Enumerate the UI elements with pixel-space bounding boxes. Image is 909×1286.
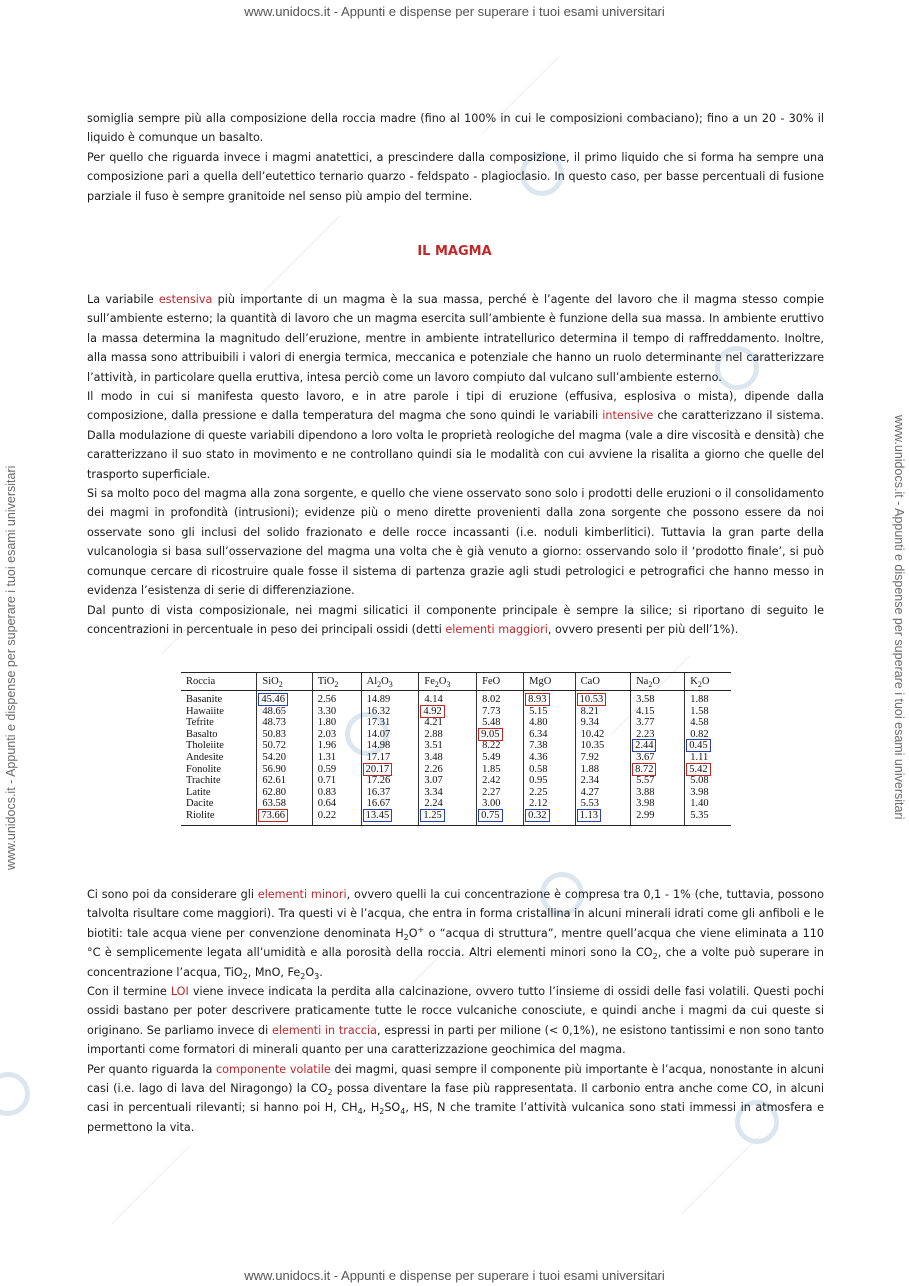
rock-name-cell: Dacite (186, 798, 214, 810)
value-cell: 0.64 (312, 798, 361, 810)
value-cell: 3.98 (685, 787, 731, 799)
term-highlight: elementi maggiori (445, 622, 548, 636)
value-cell: 7.92 (575, 752, 630, 764)
term-highlight: elementi in traccia (271, 1023, 377, 1037)
column-header: SiO$_2$ (257, 673, 312, 691)
value-cell: 1.31 (312, 752, 361, 764)
column-header: TiO$_2$ (312, 673, 361, 691)
column-header: $Na_2O$ (631, 673, 685, 691)
value-cell: 3.48 (419, 752, 477, 764)
column-header: FeO (477, 673, 524, 691)
value-cell: 8.02 (477, 691, 524, 706)
value-cell: 4.15 (631, 706, 685, 718)
value-cell: 2.88 (419, 729, 477, 741)
body-paragraph: Dal punto di vista composizionale, nei magmi silicatici il componente principale è sempre la silice; si riportano di seguito le concentrazioni in percentuale in peso dei principali ossidi (detti elementi maggiori, ovvero presenti per più dell’1%). (87, 603, 824, 636)
table-row (181, 729, 731, 741)
value-cell: 0.22 (312, 810, 361, 825)
body-paragraph: Con il termine LOI viene invece indicata la perdita alla calcinazione, ovvero tutto l’insieme di ossidi delle fasi volatili. Questi pochi ossidi bastano per poter descrivere praticamente tutte le rocce vulcaniche conosciute, e quindi anche i magmi da cui queste si originano. Se parliamo invece di elementi in traccia, espressi in parti per milione (< 0,1%), ne esistono tantissimi e non sono tanto importanti come formatori di minerali quanto per una caratterizzazione geochimica del magma. (87, 985, 824, 1057)
value-cell: 4.14 (419, 691, 477, 706)
max-value-box: 20.17 (365, 763, 390, 775)
max-value-box: 4.92 (423, 705, 442, 717)
value-cell: 2.42 (477, 775, 524, 787)
value-cell: 3.77 (631, 717, 685, 729)
value-cell: 4.80 (524, 717, 575, 729)
rock-name-cell: Trachite (186, 775, 221, 787)
value-cell: 0.59 (312, 764, 361, 776)
body-paragraph: Ci sono poi da considerare gli elementi minori, ovvero quelli la cui concentrazione è compresa tra 0,1 - 1% (che, tuttavia, possono talvolta risultare come maggiori). Tra questi vi è l’acqua, che entra in forma cristallina in alcuni minerali idrati come gli anfiboli e le biotiti: tale acqua viene per convenzione denominata $H_2O^+$ o “acqua di struttura”, mentre quell’acqua che viene eliminata a 110 °C è semplicemente legata all’umidità e alla porosità della roccia. Altri elementi minori sono la $CO_2$, che a volte può superare in concentrazione l’acqua, TiO$_2$, MnO, $Fe_2O_3$. (87, 888, 824, 981)
min-value-box: 13.45 (365, 809, 390, 821)
rock-name-cell: Basalto (186, 728, 218, 740)
value-cell: 17.26 (361, 775, 419, 787)
value-cell: 5.57 (631, 775, 685, 787)
body-paragraph: La variabile estensiva più importante di un magma è la sua massa, perché è l’agente del lavoro che il magma stesso compie sull’ambiente esterno; la quantità di lavoro che un magma esercita sull’ambiente è funzione della sua massa. In ambiente eruttivo la massa determina la magnitudo dell’eruzione, mentre in ambiente intratellurico determina il tempo di raffreddamento. Inoltre, alla massa sono attribuibili i valori di energia termica, meccanica e potenziale che hanno un ruolo determinante nel caratterizzare l’attività, in particolare quella eruttiva, intesa perciò come un lavoro compiuto dal vulcano sull’ambiente esterno. (87, 293, 824, 384)
value-cell: 14.89 (361, 691, 419, 706)
table-row (181, 717, 731, 729)
value-cell: 4.27 (575, 787, 630, 799)
value-cell: 8.22 (477, 740, 524, 752)
value-cell: 62.61 (257, 775, 312, 787)
value-cell: 1.88 (575, 764, 630, 776)
value-cell: 8.21 (575, 706, 630, 718)
min-value-box: 0.45 (689, 740, 708, 752)
max-value-box: 8.93 (528, 694, 547, 705)
value-cell: 1.40 (685, 798, 731, 810)
watermark-line (681, 1136, 759, 1214)
value-cell (631, 740, 685, 752)
value-cell (631, 764, 685, 776)
column-header: $K_2O$ (685, 673, 731, 691)
body-paragraph: Si sa molto poco del magma alla zona sorgente, e quello che viene osservato sono solo i prodotti delle eruzioni o il consolidamento dei magmi in profondità (intrusioni); evidenze più o meno dirette provenienti dalla zona sorgente che possono essere da noi osservate sono gli inclusi del solido frazionato e delle rocce incassanti (i.e. noduli kimberlitici). Tuttavia la gran parte della vulcanologia si basa sull’osservazione del magma una volta che è già venuto a giorno: osservando solo il ‘prodotto finale’, si può comunque cercare di ricostruire quale fosse il sistema di partenza grazie agli studi petrologici e petrografici che hanno messo in evidenza l’esistenza di serie di differenziazione. (87, 487, 824, 598)
value-cell (477, 810, 524, 825)
column-header: MgO (524, 673, 575, 691)
intro-paragraph: Per quello che riguarda invece i magmi anatettici, a prescindere dalla composizione, il primo liquido che si forma ha sempre una composizione pari a quella dell’eutettico ternario quarzo - feldspato - plagioclasio. In questo caso, per basse percentuali di fusione parziale il fuso è sempre granitoide nel senso più ampio del termine. (87, 150, 824, 203)
rock-name-cell: Hawaiite (186, 705, 224, 717)
value-cell: 7.38 (524, 740, 575, 752)
value-cell (419, 706, 477, 718)
value-cell: 3.00 (477, 798, 524, 810)
table-row (181, 810, 731, 825)
column-header: Roccia (181, 673, 257, 691)
side-watermark-left: www.unidocs.it - Appunti e dispense per superare i tuoi esami universitari (4, 465, 18, 870)
value-cell: 48.65 (257, 706, 312, 718)
value-cell: 50.72 (257, 740, 312, 752)
value-cell: 5.53 (575, 798, 630, 810)
rock-name-cell: Riolite (181, 810, 257, 825)
value-cell: 7.73 (477, 706, 524, 718)
oxide-table (181, 672, 731, 826)
value-cell: 10.35 (575, 740, 630, 752)
value-cell: 3.58 (631, 691, 685, 706)
value-cell: 9.34 (575, 717, 630, 729)
value-cell: 5.49 (477, 752, 524, 764)
value-cell (685, 740, 731, 752)
value-cell (685, 764, 731, 776)
value-cell: 16.67 (361, 798, 419, 810)
value-cell: 48.73 (257, 717, 312, 729)
table-row (181, 775, 731, 787)
table-row (181, 740, 731, 752)
table-row (181, 764, 731, 776)
value-cell: 2.23 (631, 729, 685, 741)
table-row (181, 752, 731, 764)
min-value-box: 0.32 (528, 809, 547, 821)
value-cell: 3.51 (419, 740, 477, 752)
min-value-box: 0.75 (481, 809, 500, 821)
value-cell: 17.31 (361, 717, 419, 729)
value-cell: 2.12 (524, 798, 575, 810)
rock-name-cell: Andesite (186, 751, 224, 763)
term-highlight: LOI (170, 985, 189, 999)
value-cell: 0.71 (312, 775, 361, 787)
table-row (181, 706, 731, 718)
value-cell: 2.56 (312, 691, 361, 706)
value-cell: 4.21 (419, 717, 477, 729)
max-value-box: 73.66 (261, 809, 285, 821)
column-header: $Fe_2O_3$ (419, 673, 477, 691)
max-value-box: 9.05 (481, 728, 500, 740)
value-cell (361, 810, 419, 825)
value-cell: 0.82 (685, 729, 731, 741)
value-cell: 2.03 (312, 729, 361, 741)
max-value-box: 10.53 (579, 694, 604, 705)
value-cell: 17.17 (361, 752, 419, 764)
value-cell (257, 691, 312, 706)
term-highlight: elementi minori (257, 888, 347, 901)
value-cell: 16.37 (361, 787, 419, 799)
side-watermark-right: www.unidocs.it - Appunti e dispense per superare i tuoi esami universitari (892, 415, 906, 820)
column-header: CaO (575, 673, 630, 691)
value-cell (257, 810, 312, 825)
value-cell: 1.58 (685, 706, 731, 718)
value-cell: 0.95 (524, 775, 575, 787)
min-value-box: 45.46 (261, 694, 285, 705)
value-cell: 14.98 (361, 740, 419, 752)
value-cell: 2.26 (419, 764, 477, 776)
rock-name-cell: Basanite (186, 694, 223, 705)
term-highlight: estensiva (158, 293, 213, 306)
value-cell (575, 810, 630, 825)
value-cell: 2.99 (631, 810, 685, 825)
table-row (181, 798, 731, 810)
rock-name-cell: Latite (186, 786, 211, 798)
value-cell: 0.83 (312, 787, 361, 799)
value-cell: 4.58 (685, 717, 731, 729)
shield-logo-icon (0, 1072, 30, 1116)
max-value-box: 5.42 (689, 763, 708, 775)
column-header: $Al_2O_3$ (361, 673, 419, 691)
term-highlight: componente volatile (216, 1062, 331, 1076)
intro-section (87, 109, 824, 206)
value-cell: 10.42 (575, 729, 630, 741)
value-cell (361, 764, 419, 776)
table-row (181, 691, 731, 706)
value-cell (524, 810, 575, 825)
after-table-section (87, 885, 824, 1137)
value-cell: 5.15 (524, 706, 575, 718)
value-cell (524, 691, 575, 706)
value-cell: 2.27 (477, 787, 524, 799)
term-highlight: intensive (602, 409, 654, 423)
watermark-line (111, 1146, 189, 1224)
max-value-box: 8.72 (635, 763, 654, 775)
value-cell: 3.88 (631, 787, 685, 799)
value-cell: 2.25 (524, 787, 575, 799)
value-cell (477, 729, 524, 741)
value-cell: 1.88 (685, 691, 731, 706)
value-cell: 0.58 (524, 764, 575, 776)
value-cell: 5.48 (477, 717, 524, 729)
value-cell: 50.83 (257, 729, 312, 741)
min-value-box: 1.25 (423, 809, 442, 821)
value-cell: 3.67 (631, 752, 685, 764)
footer-watermark: www.unidocs.it - Appunti e dispense per superare i tuoi esami universitari (244, 1268, 665, 1283)
value-cell: 1.11 (685, 752, 731, 764)
body-paragraph: Il modo in cui si manifesta questo lavoro, e in atre parole i tipi di eruzione (effusiva, esplosiva o mista), dipende dalla composizione, dalla pressione e dalla temperatura del magma che sono quindi le variabili intensive che caratterizzano il sistema. Dalla modulazione di queste variabili dipendono a loro volta le proprietà reologiche del magma (vale a dire viscosità e densità) che caratterizzano il suo stato in movimento e ne controllano quindi sia le modalità con cui avviene la risalita a giorno che quelle del trasporto superficiale. (87, 390, 824, 481)
min-value-box: 1.13 (579, 809, 599, 821)
value-cell (575, 691, 630, 706)
value-cell: 63.58 (257, 798, 312, 810)
table-row (181, 787, 731, 799)
header-watermark: www.unidocs.it - Appunti e dispense per superare i tuoi esami universitari (244, 4, 665, 19)
value-cell: 2.24 (419, 798, 477, 810)
value-cell: 3.34 (419, 787, 477, 799)
intro-paragraph: somiglia sempre più alla composizione della roccia madre (fino al 100% in cui le composizioni combaciano); fino a un 20 - 30% il liquido è comunque un basalto. (87, 112, 824, 145)
value-cell: 6.34 (524, 729, 575, 741)
value-cell: 3.07 (419, 775, 477, 787)
rock-name-cell: Fonolite (186, 763, 222, 775)
value-cell: 4.36 (524, 752, 575, 764)
value-cell (419, 810, 477, 825)
value-cell: 2.34 (575, 775, 630, 787)
section-title: IL MAGMA (417, 244, 492, 259)
value-cell: 54.20 (257, 752, 312, 764)
rock-name-cell: Tholeiite (186, 740, 224, 752)
value-cell: 1.80 (312, 717, 361, 729)
value-cell: 16.32 (361, 706, 419, 718)
value-cell: 5.08 (685, 775, 731, 787)
value-cell: 56.90 (257, 764, 312, 776)
table-header-row (181, 673, 731, 691)
body-section (87, 290, 824, 639)
min-value-box: 2.44 (635, 740, 654, 752)
value-cell: 14.07 (361, 729, 419, 741)
value-cell: 62.80 (257, 787, 312, 799)
value-cell: 1.96 (312, 740, 361, 752)
value-cell: 3.30 (312, 706, 361, 718)
value-cell: 5.35 (685, 810, 731, 825)
value-cell: 3.98 (631, 798, 685, 810)
value-cell: 1.85 (477, 764, 524, 776)
body-paragraph: Per quanto riguarda la componente volatile dei magmi, quasi sempre il componente più importante è l’acqua, nonostante in alcuni casi (i.e. lago di lava del Niragongo) la $CO_2$ possa diventare la fase più rappresentata. Il carbonio entra anche come CO, in alcuni casi in percentuali rilevanti; si hanno poi H, $CH_4$, $H_2SO_4$, HS, N che tramite l’attività vulcanica sono stati immessi in atmosfera e permettono la vita. (87, 1062, 824, 1134)
rock-name-cell: Tefrite (186, 717, 214, 729)
